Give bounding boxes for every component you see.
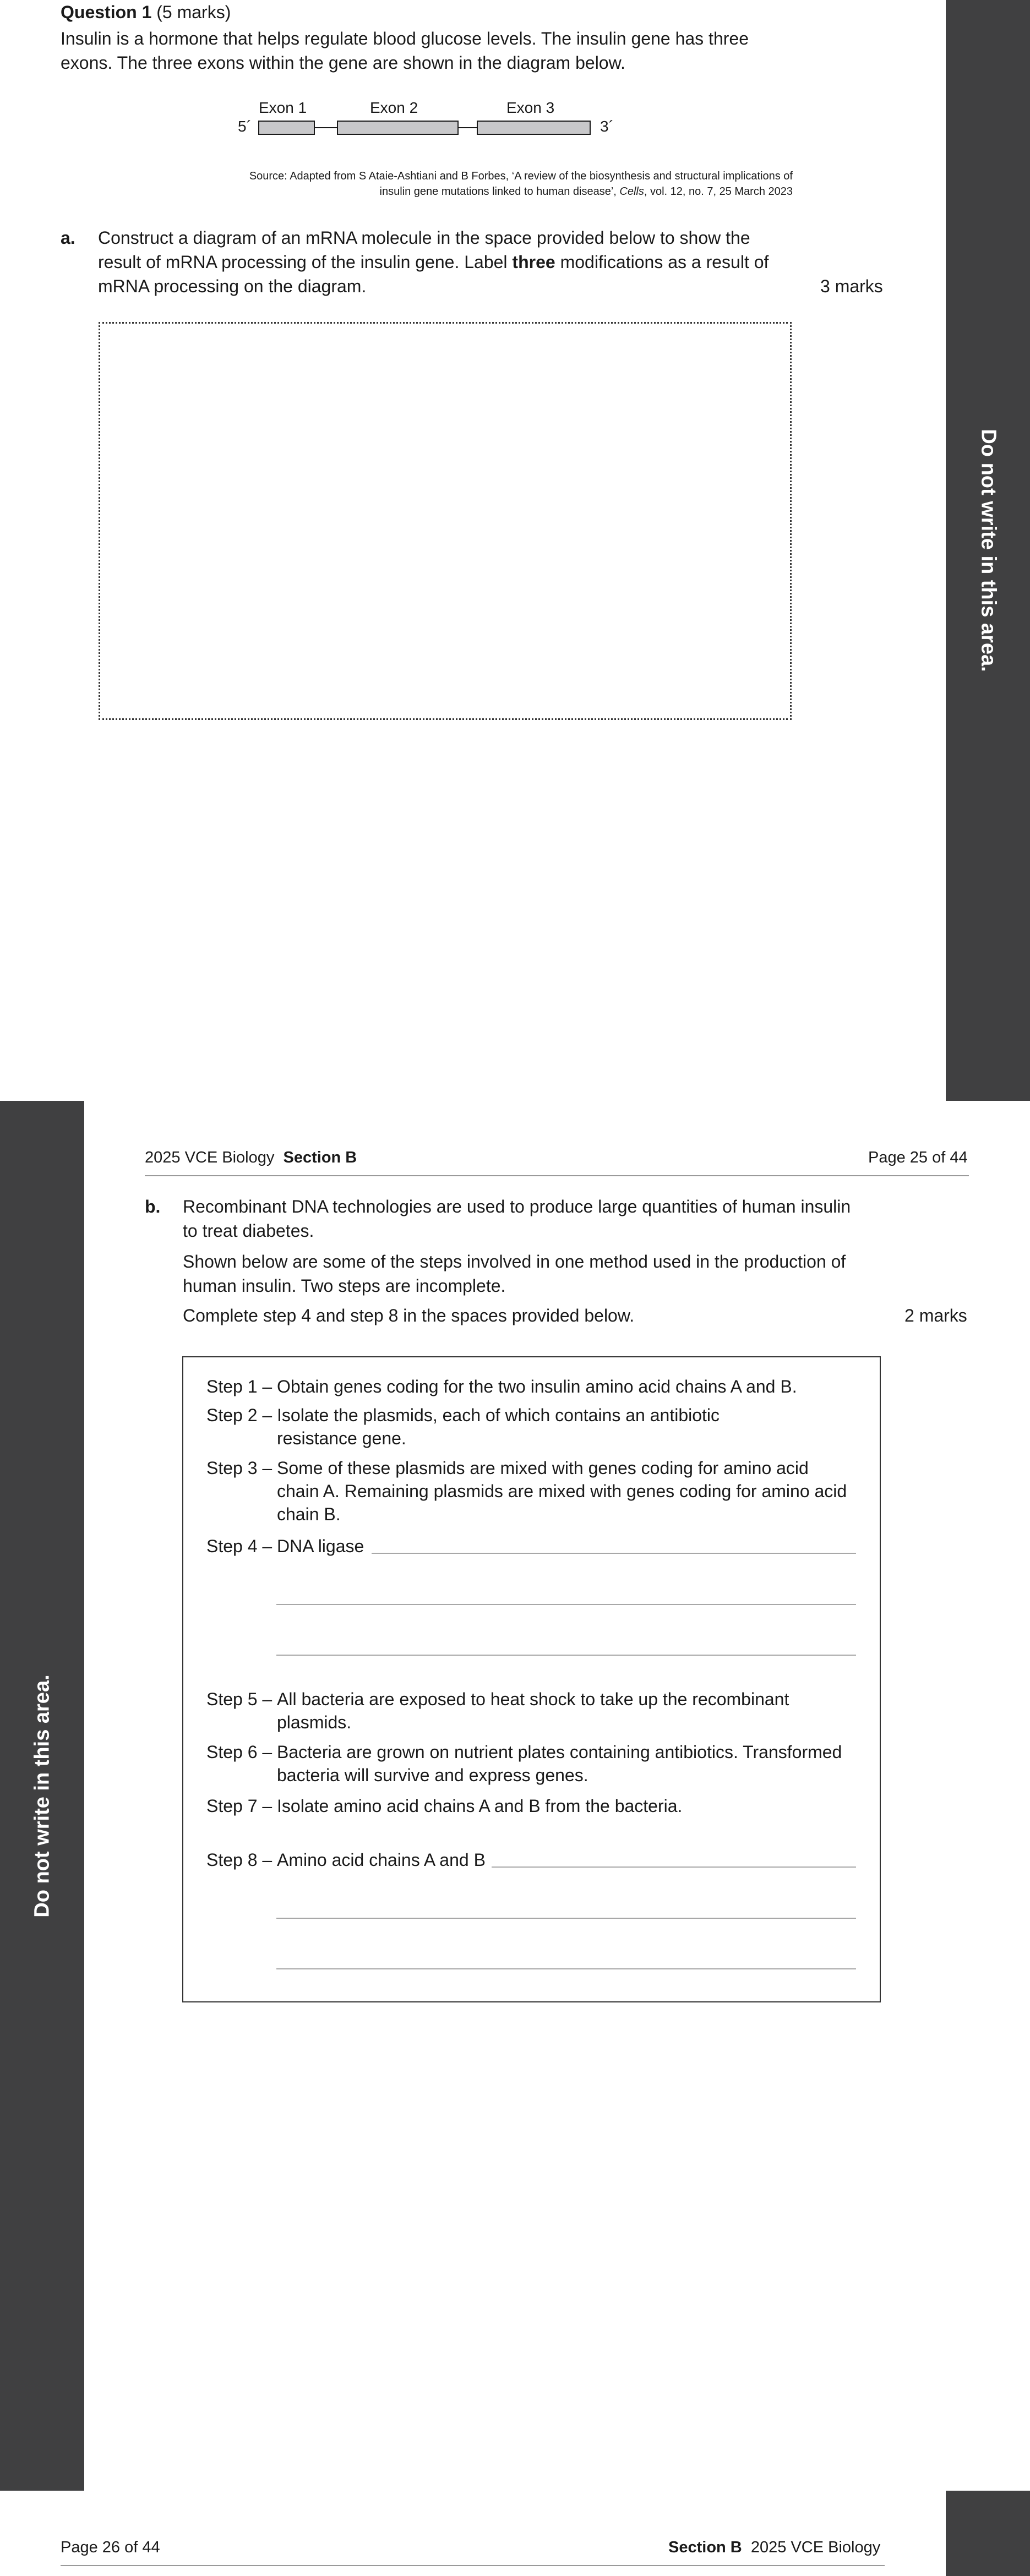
five-prime-label: 5´ xyxy=(238,118,252,135)
step-6: Step 6 – Bacteria are grown on nutrient plates containing antibiotics. Transformed bacteria will survive and express genes. xyxy=(206,1742,842,1785)
step-4-answer-line-3[interactable] xyxy=(276,1655,856,1656)
three-prime-label: 3´ xyxy=(600,118,614,135)
part-a-letter: a. xyxy=(61,228,75,248)
step-8-answer-line-3[interactable] xyxy=(276,1968,856,1969)
step-5: Step 5 – All bacteria are exposed to heat shock to take up the recombinant plasmids. xyxy=(206,1689,789,1732)
part-a-marks: 3 marks xyxy=(820,276,883,296)
step-2: Step 2 – Isolate the plasmids, each of which contains an antibiotic resistance gene. xyxy=(206,1405,720,1448)
part-b-instruction: Complete step 4 and step 8 in the spaces provided below. xyxy=(183,1306,635,1325)
part-b-marks: 2 marks xyxy=(904,1306,967,1325)
exon-3-box xyxy=(477,121,591,135)
intron-2-line xyxy=(459,127,477,128)
intron-1-line xyxy=(315,127,337,128)
do-not-write-notice: Do not write in this area. xyxy=(977,429,1000,672)
answer-space-a[interactable] xyxy=(99,322,792,720)
step-4-answer-line-2[interactable] xyxy=(276,1604,856,1605)
steps-box xyxy=(182,1356,881,2002)
step-1: Step 1 – Obtain genes coding for the two insulin amino acid chains A and B. xyxy=(206,1377,797,1396)
left-margin-bar xyxy=(0,1101,84,2491)
intro-text: Insulin is a hormone that helps regulate blood glucose levels. The insulin gene has three exons. The three exons within the gene are shown in the diagram below. xyxy=(61,29,749,73)
step-8-answer-line-2[interactable] xyxy=(276,1918,856,1919)
diagram-source: Source: Adapted from S Ataie-Ashtiani and B Forbes, ‘A review of the biosynthesis and structural implications of insulin gene mutations linked to human disease’, Cells, vol. 12, no. 7, 25 March 2023 xyxy=(249,170,793,198)
exon-2-label: Exon 2 xyxy=(370,99,418,116)
exon-3-label: Exon 3 xyxy=(506,99,555,116)
do-not-write-notice: Do not write in this area. xyxy=(30,1674,53,1918)
exon-1-box xyxy=(258,121,315,135)
part-b-description: Shown below are some of the steps involved in one method used in the production of human insulin. Two steps are incomplete. xyxy=(183,1252,846,1296)
step-7: Step 7 – Isolate amino acid chains A and B from the bacteria. xyxy=(206,1796,683,1816)
question-heading: Question 1 (5 marks) xyxy=(61,2,231,22)
part-a-instructions: Construct a diagram of an mRNA molecule in the space provided below to show the result of mRNA processing of the insulin gene. Label three modifications as a result of mRNA processing on the diagram. xyxy=(98,228,769,296)
step-4: Step 4 – DNA ligase xyxy=(206,1536,364,1556)
step-4-answer-line-1[interactable] xyxy=(372,1553,856,1554)
page-header-right-next: Section B 2025 VCE Biology xyxy=(668,2539,881,2556)
page-number: Page 25 of 44 xyxy=(868,1149,968,1166)
header-rule xyxy=(145,1175,969,1176)
part-b-intro: Recombinant DNA technologies are used to produce large quantities of human insulin to treat diabetes. xyxy=(183,1197,851,1241)
step-8: Step 8 – Amino acid chains A and B xyxy=(206,1850,486,1870)
right-margin-bar xyxy=(946,0,1030,1101)
part-b-letter: b. xyxy=(145,1197,161,1216)
step-3: Step 3 – Some of these plasmids are mixed with genes coding for amino acid chain A. Remaining plasmids are mixed with genes coding for amino acid chain B. xyxy=(206,1458,847,1524)
exon-2-box xyxy=(337,121,459,135)
exon-1-label: Exon 1 xyxy=(259,99,307,116)
header-rule-next xyxy=(61,2565,885,2566)
step-8-answer-line-1[interactable] xyxy=(492,1866,856,1868)
page-number-next: Page 26 of 44 xyxy=(61,2539,160,2556)
right-margin-bar-next xyxy=(946,2491,1030,2576)
page-header-left: 2025 VCE Biology Section B xyxy=(145,1149,357,1166)
